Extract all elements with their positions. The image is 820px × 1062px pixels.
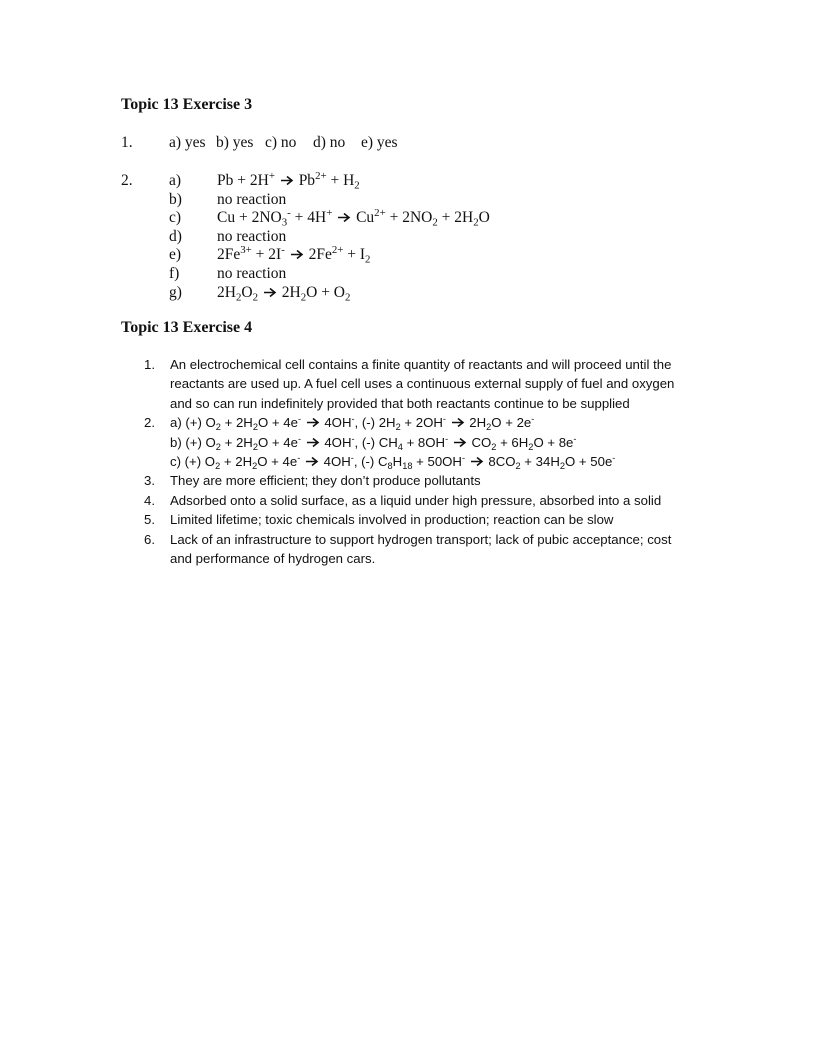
text-run: + 2OH [400,415,443,431]
text-run [332,209,336,226]
text-run: no reaction [217,227,287,245]
list-item-line [170,413,704,432]
subscript: 4 [397,441,403,452]
text-run: O + 4e [257,415,298,431]
text-run: Lack of an infrastructure to support hydrogen transport; lack of pubic acceptance; cost [170,531,672,547]
text-run [465,454,469,469]
list-item [144,510,704,529]
right-arrow-icon [290,249,304,260]
list-item [144,355,704,413]
right-arrow-icon [470,456,484,467]
list-item-number: 1. [144,357,155,372]
superscript: - [351,433,355,444]
text-run: + 4H [290,209,327,227]
superscript: - [351,414,355,425]
subscript: 2 [252,421,258,432]
right-arrow-icon [451,417,465,428]
text-run: and performance of hydrogen cars. [170,551,376,567]
text-run: + 6H [496,434,529,450]
superscript: - [281,244,285,257]
sub-item-label: c) [169,209,182,227]
text-run: O + 4e [257,454,298,470]
text-run: CO [467,434,492,450]
text-run: a) (+) O [170,415,216,431]
sub-item-equation [217,265,286,284]
subscript: 2 [528,441,534,452]
answer-c: c) no [265,134,297,151]
superscript: - [297,414,302,425]
sub-item-equation [217,246,370,265]
text-run: Cu + 2NO [217,209,282,227]
subscript: 2 [215,441,221,452]
text-run: , (-) CH [354,434,398,450]
exercise-3-heading: Topic 13 Exercise 3 [121,96,253,113]
subscript: 2 [395,421,401,432]
list-item-line [170,471,704,490]
text-run: + 50OH [412,454,462,470]
superscript: - [297,452,301,463]
sub-item-equation [217,172,360,191]
text-run: + 8OH [402,434,446,450]
text-run: 2H [217,283,236,301]
sub-item-label: f) [169,265,180,282]
subscript: 2 [432,216,438,229]
text-run: 4OH [320,415,352,431]
list-item [144,471,704,490]
subscript: 18 [402,460,413,471]
text-run: O + 8e [533,434,574,450]
text-run: 2Fe [304,246,332,264]
list-item-line [170,452,704,471]
text-run [275,172,279,189]
text-run: Pb + 2H [217,172,269,189]
superscript: 2+ [315,170,327,183]
right-arrow-icon [280,175,294,186]
subscript: 3 [281,216,288,229]
sub-item-label: g) [169,283,182,301]
superscript: 3+ [240,244,252,257]
text-run: 8CO [484,454,516,470]
list-item-number: 5. [144,512,155,528]
text-run: b) (+) O [170,434,216,450]
text-run: O + 50e [565,454,613,470]
list-item-line [170,510,704,529]
superscript: - [531,414,535,425]
text-run: + 34H [520,454,560,470]
right-arrow-icon [306,437,320,448]
sub-item-label: a) [169,172,182,189]
text-run: H [392,454,403,470]
exercise-4-answer-list [144,355,704,568]
subscript: 2 [559,460,565,471]
subscript: 2 [252,460,258,471]
subscript: 2 [473,216,479,229]
text-run: , (-) C [353,454,388,470]
text-run: O + 4e [257,434,298,450]
sub-item-equation [217,284,350,303]
text-run: O + 2e [491,415,532,431]
text-run: and so can run indefinitely provided that both reactants continue to be supplied [170,395,630,411]
text-run: 4OH [320,434,352,450]
subscript: 2 [235,290,242,303]
list-item [144,530,704,569]
text-run: Limited lifetime; toxic chemicals involved in production; reaction can be slow [170,512,614,528]
text-run: O [478,209,490,227]
text-run: no reaction [217,190,287,208]
text-run: , (-) 2H [354,415,396,431]
answer-d: d) no [313,134,346,151]
list-item-number: 4. [144,492,155,508]
list-item-line [170,433,704,452]
list-item-line [170,374,704,393]
text-run: Pb [294,172,316,189]
text-run: + 2NO [385,209,433,227]
text-run [446,415,450,430]
text-run: 2H [465,415,487,431]
list-item-line [170,491,704,510]
subscript: 2 [515,460,521,471]
subscript: 2 [486,421,492,432]
superscript: + [268,170,275,183]
text-run [300,454,304,469]
text-run: An electrochemical cell contains a finite quantity of reactants and will proceed until the [170,357,672,372]
text-run: + 2H [220,415,253,431]
superscript: - [573,433,577,444]
subscript: 8 [387,460,393,471]
answer-e: e) yes [361,134,398,151]
exercise-4-heading: Topic 13 Exercise 4 [121,319,253,336]
list-item-line [170,549,704,568]
answer-a: a) yes [169,134,206,151]
list-item [144,491,704,510]
right-arrow-icon [305,456,319,467]
text-run [301,415,305,430]
text-run: + 2H [437,209,474,227]
sub-item-label: e) [169,246,182,264]
text-run: 2H [277,283,301,301]
superscript: - [445,433,449,444]
subscript: 2 [300,290,307,303]
subscript: 2 [491,441,497,452]
sub-item-equation [217,209,490,228]
subscript: 2 [354,179,360,192]
subscript: 2 [215,460,221,471]
right-arrow-icon [337,212,351,223]
superscript: - [442,414,446,425]
text-run: + 2I [251,246,282,264]
text-run: O [241,283,253,301]
subscript: 2 [215,421,221,432]
text-run [258,284,262,301]
text-run: c) (+) O [170,454,216,470]
text-run [285,246,289,263]
question-number: 2. [121,172,133,189]
sub-item-label: b) [169,190,182,208]
text-run: no reaction [217,265,287,282]
right-arrow-icon [263,287,277,298]
right-arrow-icon [306,417,320,428]
list-item-number: 6. [144,531,155,547]
list-item-line [170,394,704,413]
right-arrow-icon [453,437,467,448]
question-number: 1. [121,134,133,151]
subscript: 2 [252,290,258,303]
superscript: - [297,433,302,444]
text-run: They are more efficient; they don’t produce pollutants [170,473,481,489]
text-run: + H [326,172,355,189]
text-run: + 2H [220,454,253,470]
superscript: - [350,452,354,463]
list-item [144,413,704,471]
text-run: 4OH [319,454,351,470]
text-run: reactants are used up. A fuel cell uses a continuous external supply of fuel and oxygen [170,376,675,392]
text-run [301,435,305,450]
text-run: + I [343,246,366,264]
subscript: 2 [252,441,258,452]
sub-item-label: d) [169,227,182,245]
superscript: 2+ [374,207,386,220]
text-run: Adsorbed onto a solid surface, as a liquid under high pressure, absorbed into a solid [170,492,662,508]
text-run: O + O [306,283,346,301]
list-item-number: 3. [144,473,155,489]
superscript: 2+ [331,244,344,257]
list-item-line [170,530,704,549]
text-run: 2Fe [217,246,241,264]
list-item-line [170,355,704,374]
text-run: Cu [352,209,375,227]
subscript: 2 [345,290,351,303]
text-run: + 2H [220,434,253,450]
list-item-number: 2. [144,415,155,431]
sub-item-equation [217,191,286,210]
superscript: - [461,452,466,463]
superscript: - [612,452,616,463]
superscript: - [287,207,291,220]
text-run [448,435,452,450]
answer-b: b) yes [216,134,254,151]
subscript: 2 [365,253,371,266]
superscript: + [326,207,333,220]
